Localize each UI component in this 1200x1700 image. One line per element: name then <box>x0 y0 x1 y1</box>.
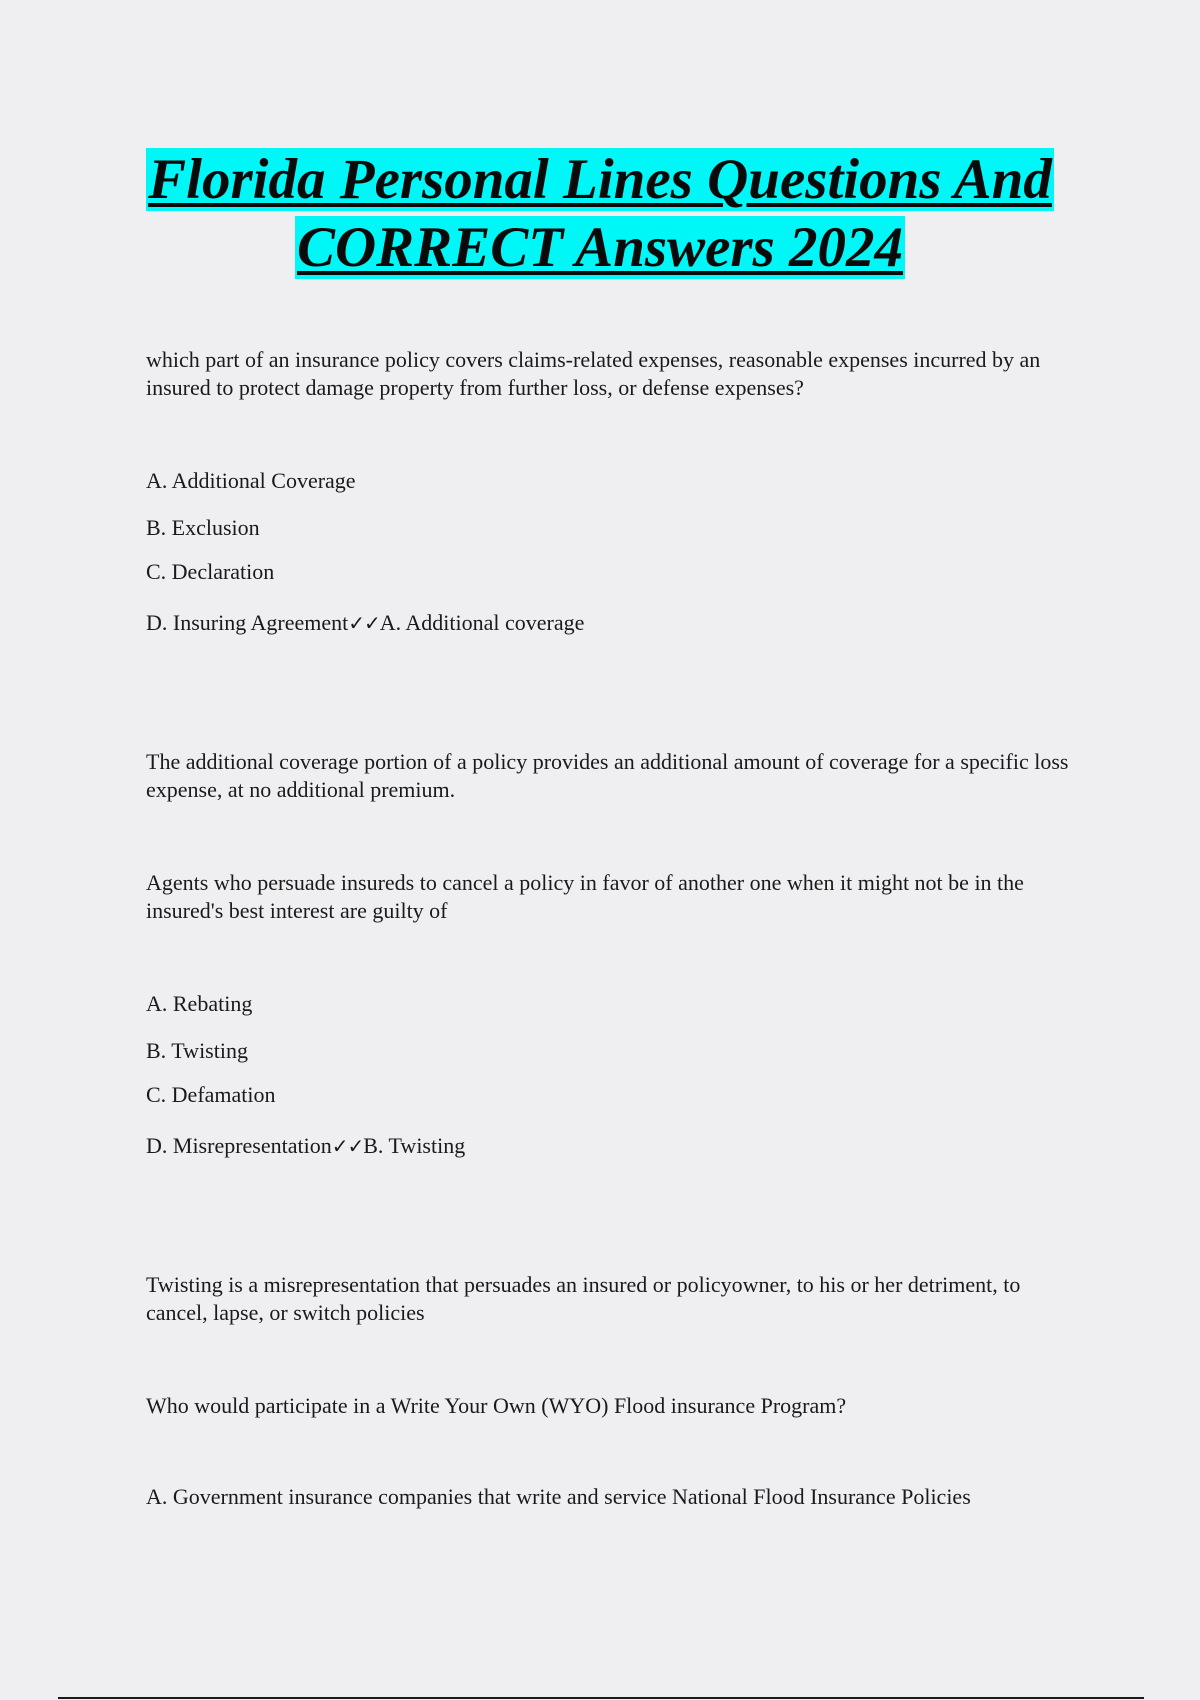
question-2-explanation: Twisting is a misrepresentation that persuades an insured or policyowner, to his or her detriment, to cancel, lapse, or switch policies <box>146 1272 1021 1325</box>
check-mark-icon: ✓✓ <box>331 1134 364 1158</box>
question-1-option-d-with-answer <box>146 609 584 637</box>
question-2-option-d: D. Misrepresentation <box>146 1133 332 1158</box>
question-2-option-b: B. Twisting <box>146 1038 248 1063</box>
question-1-option-d: D. Insuring Agreement <box>146 610 349 635</box>
question-2-option-d-with-answer <box>146 1132 465 1160</box>
question-2-text: Agents who persuade insureds to cancel a policy in favor of another one when it might not be in the insured's best interest are guilty of <box>146 870 1024 923</box>
question-3-option-a: A. Government insurance companies that write and service National Flood Insurance Policies <box>146 1484 971 1509</box>
title-line-2: CORRECT Answers 2024 <box>296 216 904 279</box>
question-2-answer: B. Twisting <box>363 1133 466 1158</box>
question-1-explanation: The additional coverage portion of a policy provides an additional amount of coverage for a specific loss expense, at no additional premium. <box>146 749 1069 802</box>
footer-divider <box>58 1697 1144 1699</box>
question-1-option-a: A. Additional Coverage <box>146 468 356 493</box>
document-title <box>0 146 1200 282</box>
question-2-option-c: C. Defamation <box>146 1082 276 1107</box>
question-2-option-a: A. Rebating <box>146 991 253 1016</box>
title-line-1: Florida Personal Lines Questions And <box>148 148 1052 211</box>
question-1-answer: A. Additional coverage <box>379 610 585 635</box>
question-1-option-c: C. Declaration <box>146 559 275 584</box>
question-1-option-b: B. Exclusion <box>146 515 260 540</box>
question-3-text: Who would participate in a Write Your Own (WYO) Flood insurance Program? <box>146 1393 847 1418</box>
check-mark-icon: ✓✓ <box>348 611 380 635</box>
question-1-text: which part of an insurance policy covers claims-related expenses, reasonable expenses incurred by an insured to protect damage property from further loss, or defense expenses? <box>146 347 1041 400</box>
